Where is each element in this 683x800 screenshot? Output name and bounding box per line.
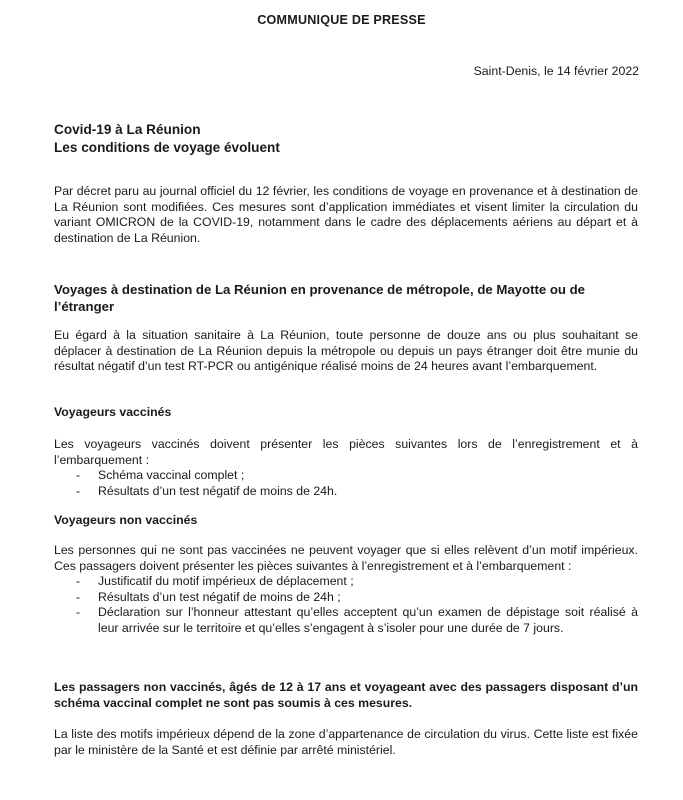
- minors-note: Les passagers non vaccinés, âgés de 12 à 17 ans et voyageant avec des passagers disposant d’un schéma vaccinal complet ne sont pas soumis à ces mesures.: [54, 680, 638, 710]
- closing-paragraph: La liste des motifs impérieux dépend de la zone d’appartenance de circulation du virus. Cette liste est fixée par le ministère de la Santé et est définie par arrêté ministériel.: [54, 727, 638, 757]
- document-header-title: COMMUNIQUE DE PRESSE: [257, 13, 426, 27]
- vaccinated-block: [54, 437, 638, 499]
- list-item: [54, 468, 638, 484]
- dash-bullet: -: [76, 605, 81, 620]
- list-item-text: Résultats d’un test négatif de moins de 24h ;: [98, 589, 341, 604]
- unvaccinated-title: Voyageurs non vaccinés: [54, 513, 198, 527]
- headline-line-1: Covid-19 à La Réunion: [54, 122, 201, 137]
- list-item: [54, 605, 638, 636]
- headline-line-2: Les conditions de voyage évoluent: [54, 140, 280, 155]
- vaccinated-list: [54, 468, 638, 499]
- headline: [54, 121, 280, 157]
- section-title: Voyages à destination de La Réunion en provenance de métropole, de Mayotte ou de l’étranger: [54, 282, 586, 314]
- list-item-text: Schéma vaccinal complet ;: [98, 468, 245, 483]
- dash-bullet: -: [76, 574, 81, 589]
- document-date: Saint-Denis, le 14 février 2022: [473, 64, 639, 78]
- list-item: [54, 484, 638, 500]
- unvaccinated-block: [54, 543, 638, 637]
- unvaccinated-list: [54, 574, 638, 636]
- dash-bullet: -: [76, 468, 81, 483]
- dash-bullet: -: [76, 483, 81, 498]
- list-item: [54, 574, 638, 590]
- intro-paragraph: Par décret paru au journal officiel du 12 février, les conditions de voyage en provenance et à destination de La Réunion sont modifiées. Ces mesures sont d’application immédiates et visent limiter la circulation du variant OMICRON de la COVID-19, notamment dans le cadre des déplacements aériens au départ et à destination de La Réunion.: [54, 184, 638, 245]
- section-paragraph: Eu égard à la situation sanitaire à La Réunion, toute personne de douze ans ou plus souhaitant se déplacer à destination de La Réunion depuis la métropole ou depuis un pays étranger doit être munie du résultat négatif d’un test RT-PCR ou antigénique réalisé moins de 24 heures avant l’embarquement.: [54, 328, 638, 374]
- vaccinated-title: Voyageurs vaccinés: [54, 405, 172, 419]
- list-item-text: Justificatif du motif impérieux de déplacement ;: [98, 574, 354, 589]
- list-item: [54, 590, 638, 606]
- list-item-text: Déclaration sur l’honneur attestant qu’elles acceptent qu’un examen de dépistage soit réalisé à leur arrivée sur le territoire et qu’elles s’engagent à s’isoler pour une durée de 7 jours.: [98, 605, 638, 635]
- unvaccinated-text: Les personnes qui ne sont pas vaccinées ne peuvent voyager que si elles relèvent d’un motif impérieux. Ces passagers doivent présenter les pièces suivantes à l’enregistrement et à l’embarquement :: [54, 543, 638, 573]
- vaccinated-text: Les voyageurs vaccinés doivent présenter les pièces suivantes lors de l’enregistrement et à l’embarquement :: [54, 437, 638, 467]
- dash-bullet: -: [76, 589, 81, 604]
- list-item-text: Résultats d’un test négatif de moins de 24h.: [98, 483, 338, 498]
